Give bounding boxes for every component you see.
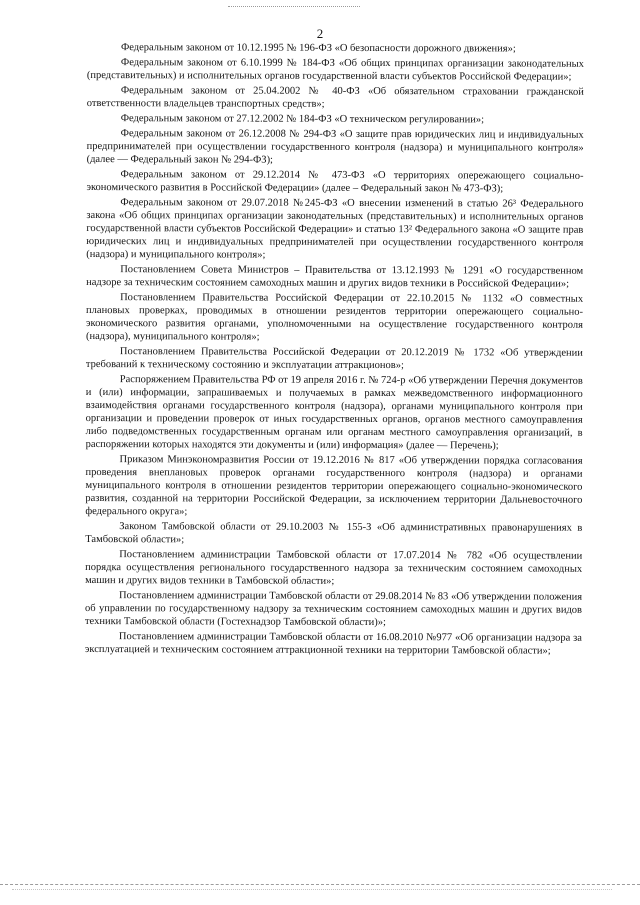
paragraph: Постановлением Совета Министров – Правительства от 13.12.1993 № 1291 «О государственном надзоре за техническим состоянием самоходных машин и других видов техники в Российской Федерации»; (86, 264, 584, 290)
scan-artifact-bottom (0, 884, 640, 886)
page-number: 2 (316, 26, 324, 41)
paragraph: Федеральным законом от 25.04.2002 № 40-ФЗ «Об обязательном страховании гражданской ответственности владельцев транспортных средств»; (86, 85, 584, 110)
paragraph: Федеральным законом от 6.10.1999 № 184-ФЗ «Об общих принципах организации законодательных (представительных) и исполнительных органов государственной власти субъектов Российской Федерации»; (86, 57, 584, 83)
paragraph: Постановлением Правительства Российской Федерации от 22.10.2015 № 1132 «О совместных плановых проверках, проводимых в отношении резидентов территории опережающего социально-экономического развития органами, уполномоченными на осуществление государственного контроля (надзора), муниципального контроля»; (85, 292, 584, 343)
paragraph: Федеральным законом от 29.07.2018 №245-ФЗ «О внесении изменений в статью 26³ Федерального закона «Об общих принципах организации законодательных (представительных) и исполнительных органов государственной власти субъектов Российской Федерации» и статью 13² Федерального закона «О защите прав юридических лиц и индивидуальных предпринимателей при осуществлении государственного контроля (надзора) и муниципального контроля»; (86, 197, 584, 261)
paragraph: Распоряжением Правительства РФ от 19 апреля 2016 г. № 724-р «Об утверждении Перечня документов и (или) информации, запрашиваемых и получаемых в рамках межведомственного информационного взаимодействия органами государственного контроля (надзора), органами муниципального контроля при организации и проведении проверок от иных государственных органов, органов местного самоуправления либо подведомственных государственным органам или органам местного самоуправления организаций, в распоряжении которых находятся эти документы и (или) информация» (далее — Перечень); (85, 374, 583, 452)
paragraph: Федеральным законом от 29.12.2014 № 473-ФЗ «О территориях опережающего социально-экономического развития в Российской Федерации» (далее – Федеральный закон № 473-ФЗ); (86, 169, 584, 195)
scan-artifact-top (228, 6, 360, 8)
paragraph: Федеральным законом от 26.12.2008 № 294-ФЗ «О защите прав юридических лиц и индивидуальных предпринимателей при осуществлении государственного контроля (надзора) и муниципального контроля» (далее — Федеральный закон № 294-ФЗ); (86, 128, 584, 166)
scan-artifact-bottom-secondary (12, 889, 612, 891)
paragraph: Федеральным законом от 27.12.2002 № 184-ФЗ «О техническом регулировании»; (120, 113, 485, 126)
legal-basis-list (85, 41, 584, 660)
paragraph: Постановлением администрации Тамбовской области от 17.07.2014 № 782 «Об осуществлении порядка осуществления регионального государственного надзора за техническим состоянием самоходных машин и других видов техники в Тамбовской области»; (85, 549, 583, 587)
paragraph: Постановлением Правительства Российской Федерации от 20.12.2019 № 1732 «Об утверждении требований к техническому состоянию и эксплуатации аттракционов»; (85, 346, 583, 372)
paragraph: Постановлением администрации Тамбовской области от 29.08.2014 № 83 «Об утверждении положения об управлении по государственному надзору за техническим состоянием самоходных машин и других видов техники Тамбовской области (Гостехнадзор Тамбовской области)»; (84, 590, 583, 629)
paragraph: Приказом Минэкономразвития России от 19.12.2016 № 817 «Об утверждении порядка согласования проведения внеплановых проверок органами государственного контроля (надзора) и органами муниципального контроля в отношении резидентов территории опережающего социально-экономического развития, созданной на территории Российской Федерации, за исключением территории Дальневосточного федерального округа»; (85, 454, 583, 518)
paragraph: Законом Тамбовской области от 29.10.2003 № 155-З «Об административных правонарушениях в Тамбовской области»; (85, 521, 583, 546)
paragraph: Федеральным законом от 10.12.1995 № 196-ФЗ «О безопасности дорожного движения»; (120, 42, 516, 55)
paragraph: Постановлением администрации Тамбовской области от 16.08.2010 №977 «Об организации надзора за эксплуатацией и техническим состоянием аттракционной техники на территории Тамбовской области»; (84, 631, 582, 657)
